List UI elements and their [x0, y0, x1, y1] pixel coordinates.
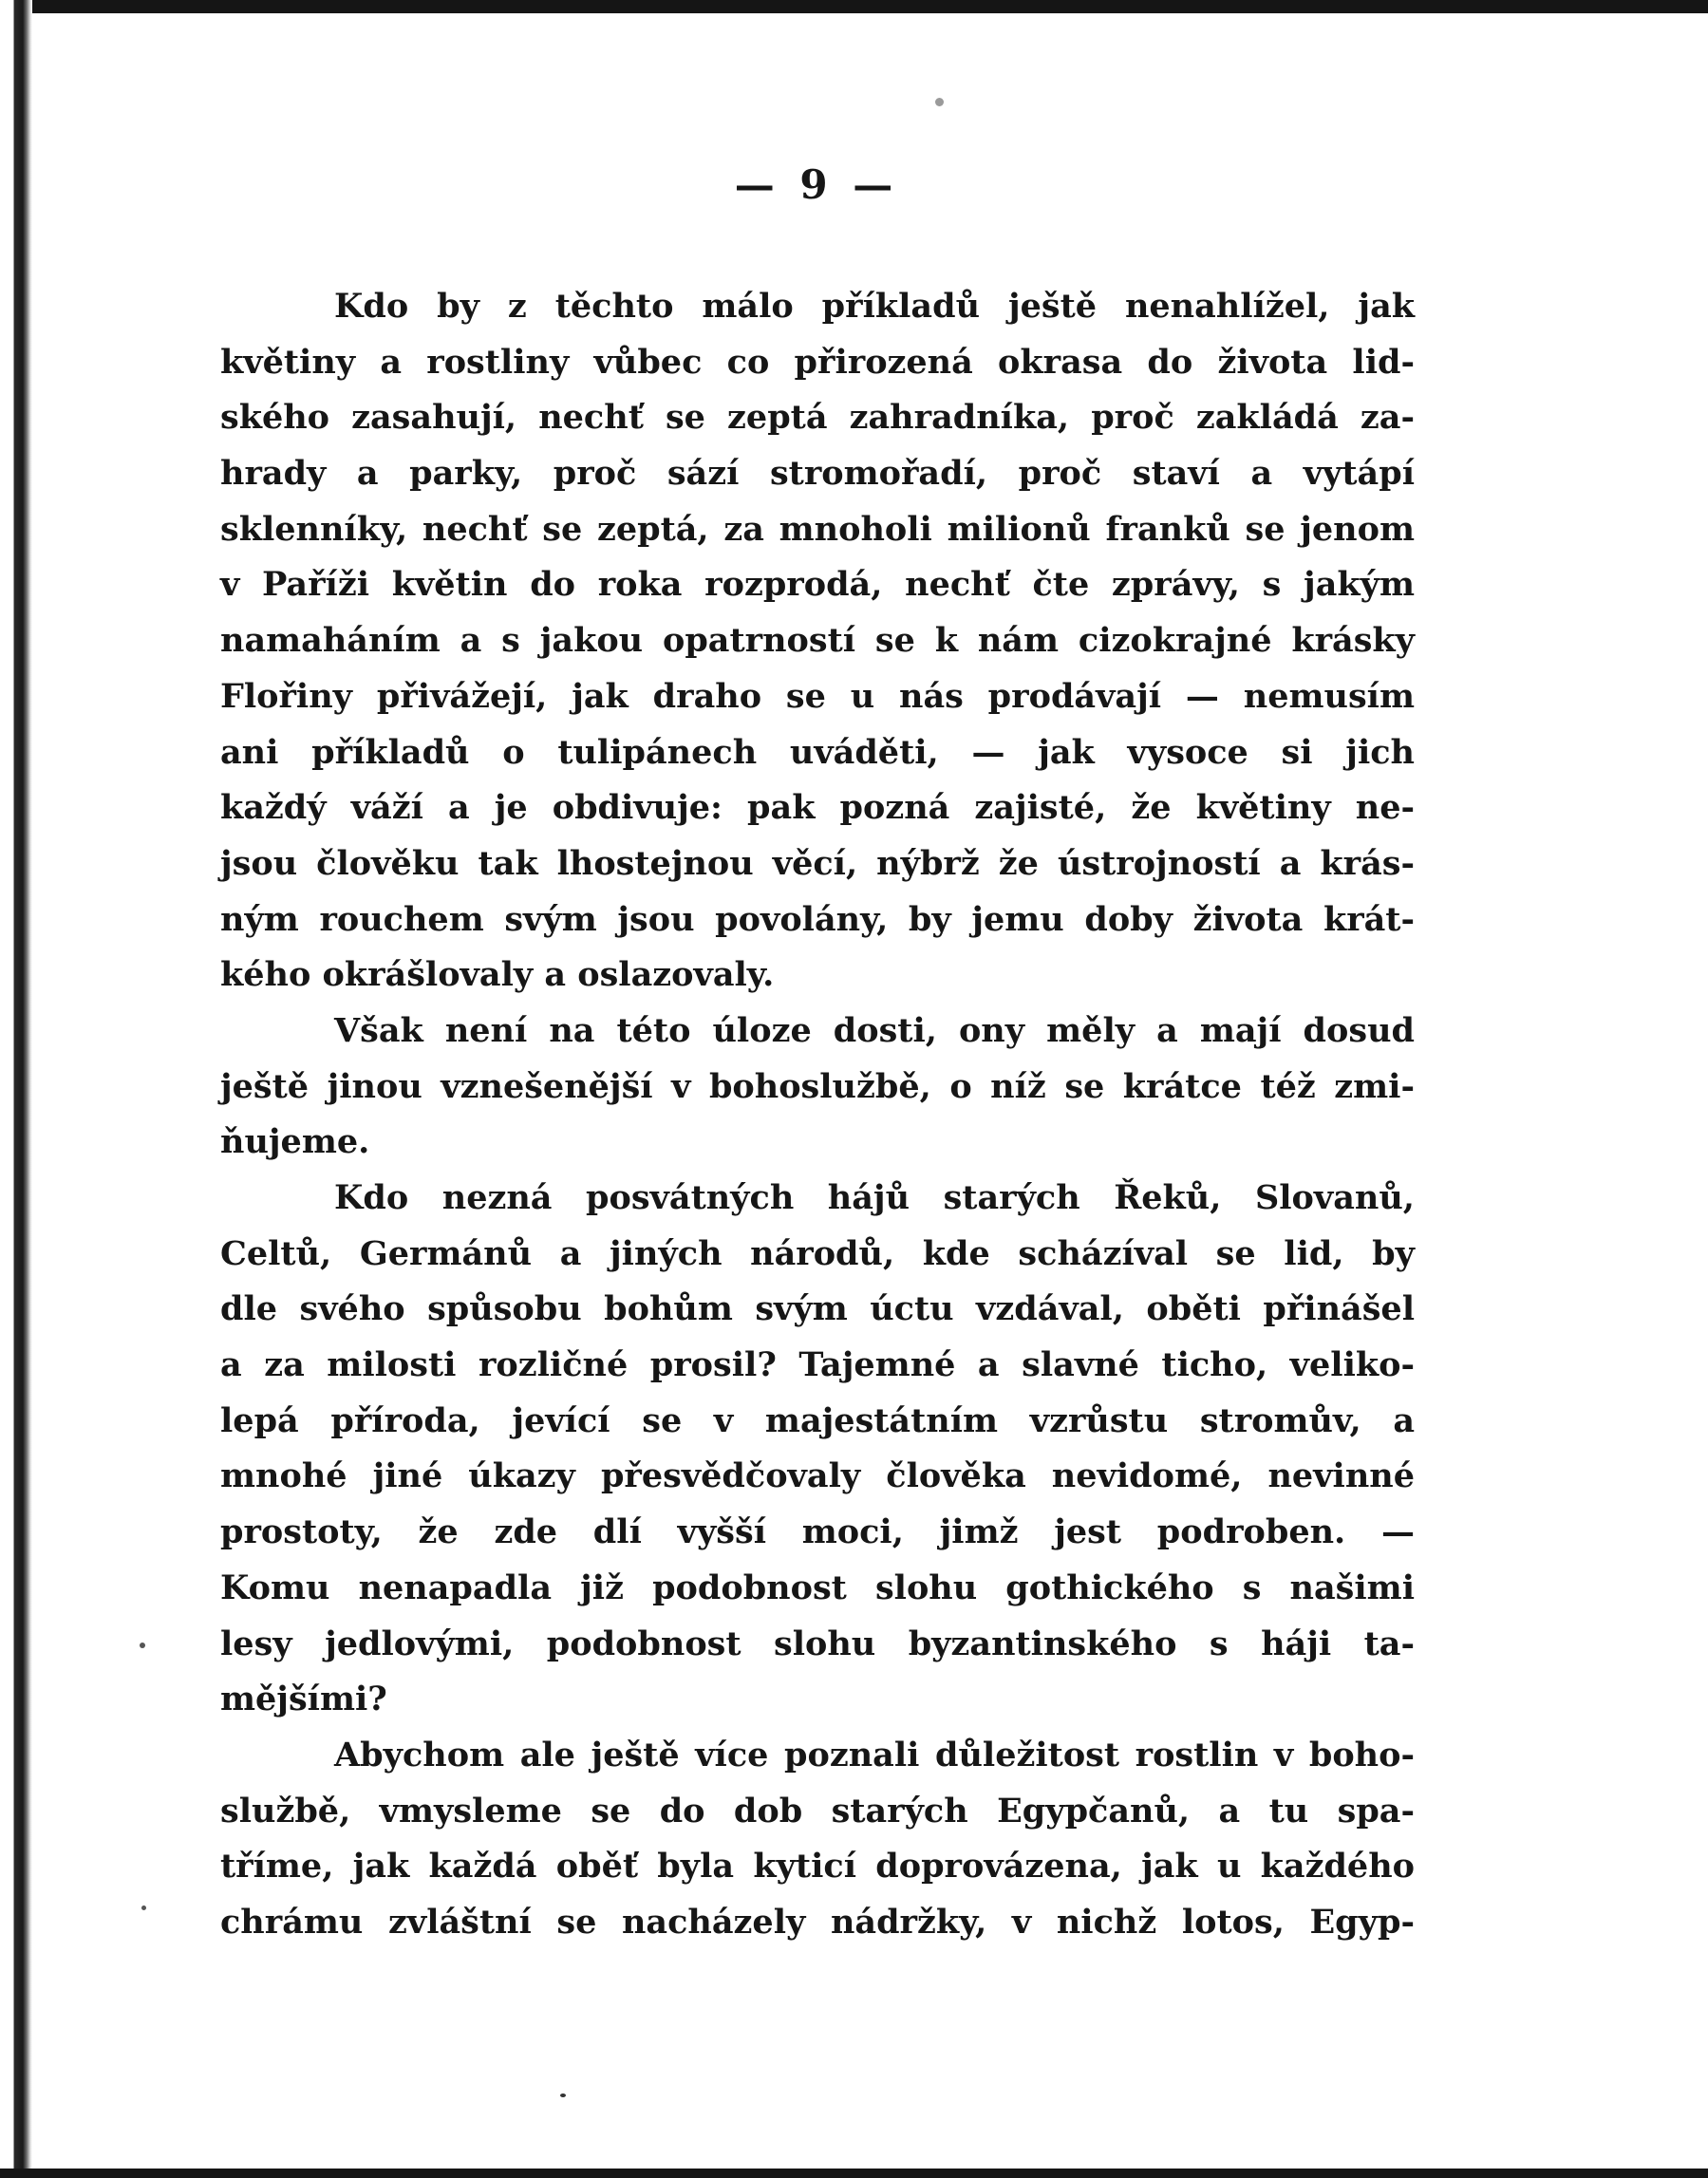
text-line: Však není na této úloze dosti, ony měly a mají dosud [334, 1010, 1415, 1050]
scan-speck [935, 98, 944, 106]
text-line: jsou člověku tak lhostejnou věcí, nýbrž že ústrojností a krás- [220, 843, 1415, 883]
scan-top-border [0, 0, 1708, 13]
text-line: ještě jinou vznešenější v bohoslužbě, o níž se krátce též zmi- [220, 1066, 1415, 1106]
text-line: Abychom ale ještě více poznali důležitost rostlin v boho- [334, 1735, 1415, 1774]
text-line: ani příkladů o tulipánech uváděti, — jak vysoce si jich [220, 732, 1415, 772]
text-line: mnohé jiné úkazy přesvědčovaly člověka nevidomé, nevinné [220, 1456, 1415, 1496]
text-line: Kdo by z těchto málo příkladů ještě nenahlížel, jak [334, 287, 1415, 326]
text-line: ského zasahují, nechť se zeptá zahradníka, proč zakládá za- [220, 398, 1415, 438]
text-line: Kdo nezná posvátných hájů starých Řeků, Slovanů, [334, 1178, 1415, 1217]
text-line: a za milosti rozličné prosil? Tajemné a slavné ticho, veliko- [220, 1345, 1415, 1385]
paragraph [220, 1728, 1415, 1951]
scan-binding-edge [0, 0, 32, 2178]
text-line: každý váží a je obdivuje: pak pozná zajisté, že květiny ne- [220, 788, 1415, 828]
text-line: namaháním a s jakou opatrností se k nám cizokrajné krásky [220, 621, 1415, 661]
scan-speck [560, 2094, 566, 2097]
text-line: sklenníky, nechť se zeptá, za mnoholi milionů franků se jenom [220, 509, 1415, 549]
text-line: mějšími? [220, 1680, 387, 1719]
scan-bottom-border [0, 2169, 1708, 2178]
paragraph [220, 1171, 1415, 1728]
text-line: ným rouchem svým jsou povolány, by jemu doby života krát- [220, 899, 1415, 939]
scan-speck [141, 1906, 146, 1910]
page-number: — 9 — [734, 161, 899, 208]
text-line: Celtů, Germánů a jiných národů, kde scházíval se lid, by [220, 1233, 1415, 1273]
text-body [220, 279, 1415, 1951]
text-line: lepá příroda, jevící se v majestátním vzrůstu stromův, a [220, 1400, 1415, 1440]
text-line: Komu nenapadla již podobnost slohu gothického s našimi [220, 1568, 1415, 1607]
text-line: chrámu zvláštní se nacházely nádržky, v nichž lotos, Egyp- [220, 1902, 1415, 1942]
text-line: dle svého spůsobu bohům svým úctu vzdával, oběti přinášel [220, 1289, 1415, 1329]
paragraph [220, 279, 1415, 1004]
text-line: hrady a parky, proč sází stromořadí, proč staví a vytápí [220, 454, 1415, 494]
text-line: prostoty, že zde dlí vyšší moci, jimž jest podroben. — [220, 1512, 1415, 1552]
scan-speck [140, 1643, 145, 1648]
text-line: květiny a rostliny vůbec co přirozená okrasa do života lid- [220, 342, 1415, 382]
text-line: v Paříži květin do roka rozprodá, nechť čte zprávy, s jakým [220, 565, 1415, 605]
text-line: ňujeme. [220, 1122, 370, 1162]
paragraph [220, 1004, 1415, 1171]
text-line: lesy jedlovými, podobnost slohu byzantinského s háji ta- [220, 1624, 1415, 1663]
text-line: službě, vmysleme se do dob starých Egypčanů, a tu spa- [220, 1791, 1415, 1831]
text-line: kého okrášlovaly a oslazovaly. [220, 955, 775, 995]
text-line: tříme, jak každá oběť byla kyticí doprovázena, jak u každého [220, 1847, 1415, 1887]
text-line: Flořiny přivážejí, jak draho se u nás prodávají — nemusím [220, 676, 1415, 716]
